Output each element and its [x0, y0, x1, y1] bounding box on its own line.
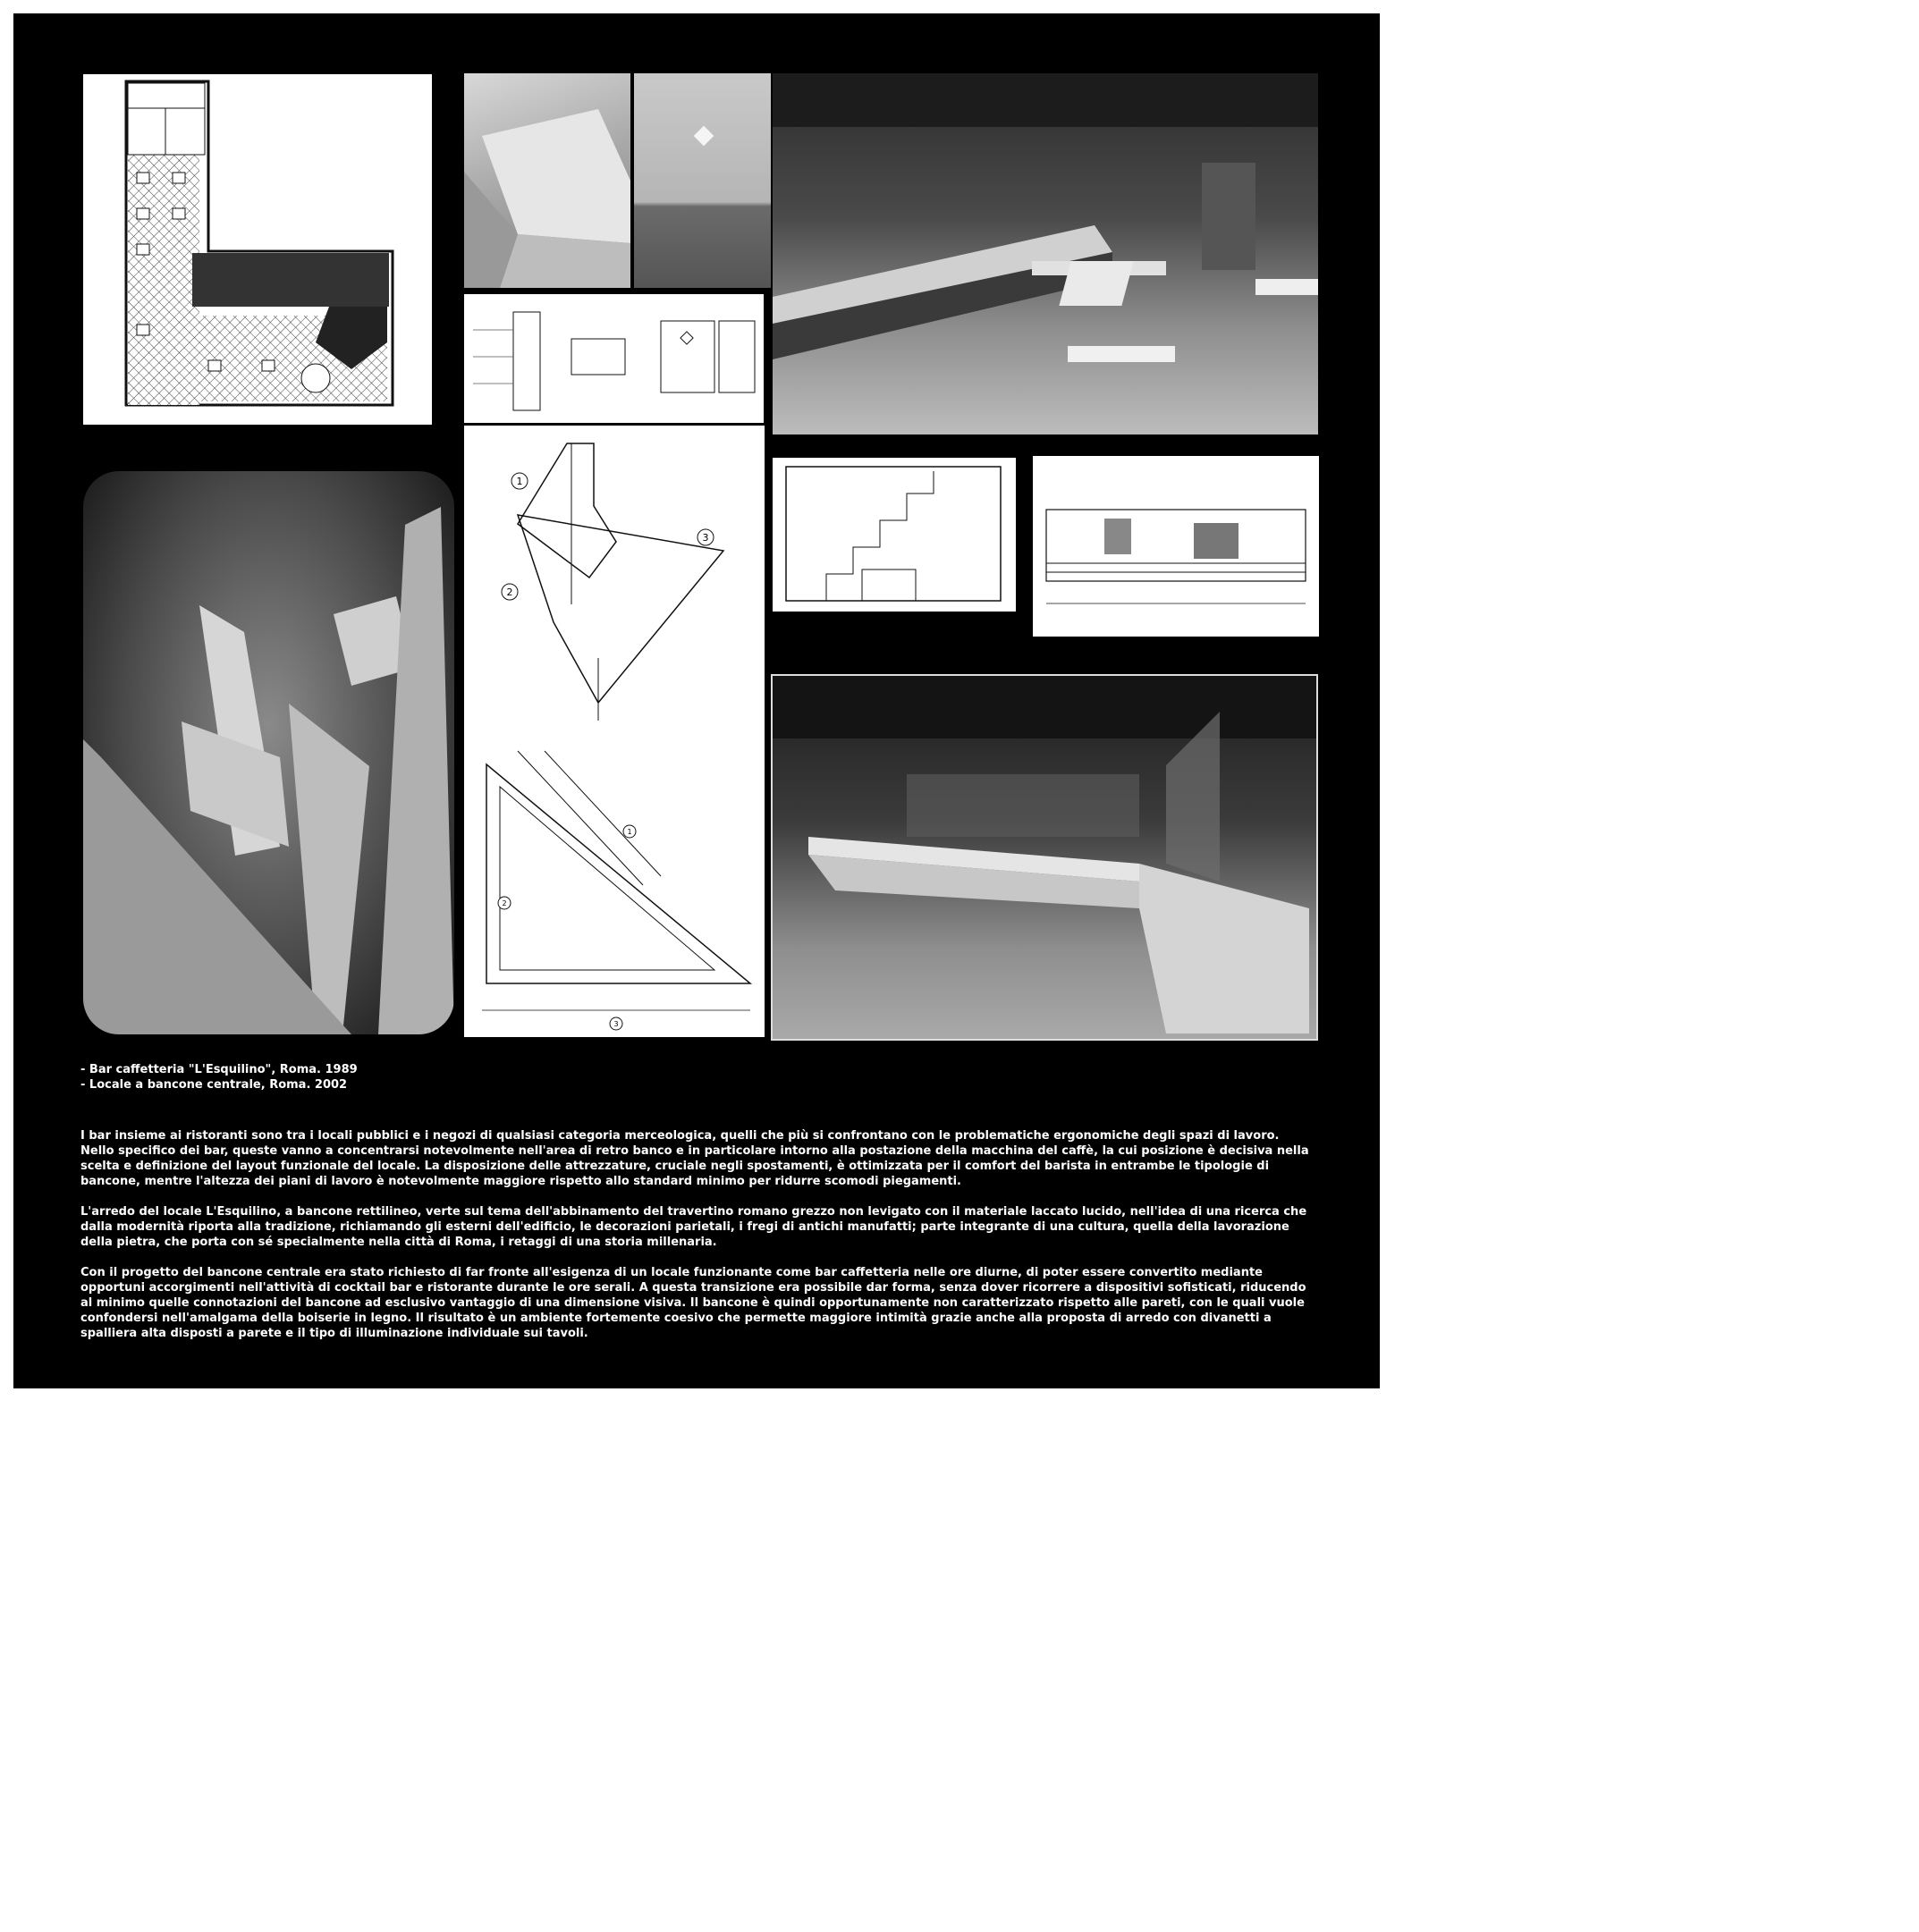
ceiling-detail-photo — [464, 73, 630, 288]
project-captions — [80, 1062, 1315, 1093]
axon-label-2: 2 — [506, 586, 513, 598]
plan-label-2: 2 — [502, 899, 507, 907]
caption-line: - Bar caffetteria "L'Esquilino", Roma. 1989 — [80, 1063, 358, 1076]
esquilino-bar-interior-photo — [773, 73, 1318, 434]
plan-label-1: 1 — [627, 828, 632, 836]
paragraph: Con il progetto del bancone centrale era stato richiesto di far fronte all'esigenza di un locale funzionante come bar caffetteria nelle ore diurne, di poter essere convertito mediante opportuni accorgimenti nell'attività di cocktail bar e ristorante durante le ore serali. A questa transizione era possibile dar forma, senza dover ricorrere a dispositivi sofisticati, riducendo al minimo quelle connotazioni del bancone ad esclusivo vantaggio di una dimensione visiva. Il bancone è quindi opportunamente non caratterizzato rispetto alle pareti, con le quali vuole confondersi nell'amalgama della boiserie in legno. Il risultato è un ambiente fortemente coesivo che permette maggiore intimità grazie anche alla proposta di arredo con divanetti a spalliera alta disposti a parete e il tipo di illuminazione individuale sui tavoli. — [80, 1266, 1306, 1340]
caption-line: - Locale a bancone centrale, Roma. 2002 — [80, 1078, 348, 1092]
project-description — [80, 1128, 1315, 1356]
travertine-counter-photo — [83, 471, 454, 1034]
wall-lamp-photo — [634, 73, 771, 288]
central-counter-photo — [771, 674, 1318, 1041]
counter-section-drawing — [464, 294, 764, 423]
bar-elevation-drawing-right — [1033, 456, 1319, 637]
floor-plan-drawing — [83, 74, 432, 425]
bar-elevation-drawing-left — [773, 458, 1016, 612]
plan-label-3: 3 — [613, 1020, 619, 1028]
paragraph: L'arredo del locale L'Esquilino, a bancone rettilineo, verte sul tema dell'abbinamento del travertino romano grezzo non levigato con il materiale laccato lucido, nell'idea di una ricerca che dalla modernità riporta alla tradizione, richiamando gli esterni dell'edificio, le decorazioni parietali, i fregi di antichi manufatti; parte integrante di una cultura, quella della lavorazione della pietra, che porta con sé specialmente nella città di Roma, i retaggi di una storia millenaria. — [80, 1205, 1307, 1249]
paragraph: I bar insieme ai ristoranti sono tra i locali pubblici e i negozi di qualsiasi categoria merceologica, quelli che più si confrontano con le problematiche ergonomiche degli spazi di lavoro. Nello specifico dei bar, queste vanno a concentrarsi notevolmente nell'area di retro banco e in particolare intorno alla postazione della macchina del caffè, la cui posizione è decisiva nella scelta e definizione del layout funzionale del locale. La disposizione delle attrezzature, cruciale negli spostamenti, è ottimizzata per il comfort del barista in entrambe le tipologie di bancone, mentre l'altezza dei piani di lavoro è notevolmente maggiore rispetto allo standard minimo per ridurre scomodi piegamenti. — [80, 1129, 1309, 1188]
counter-triangle-plan-drawing — [464, 742, 765, 1037]
counter-axonometric-drawing — [464, 426, 765, 742]
axon-label-3: 3 — [702, 532, 709, 544]
axon-label-1: 1 — [516, 476, 523, 487]
